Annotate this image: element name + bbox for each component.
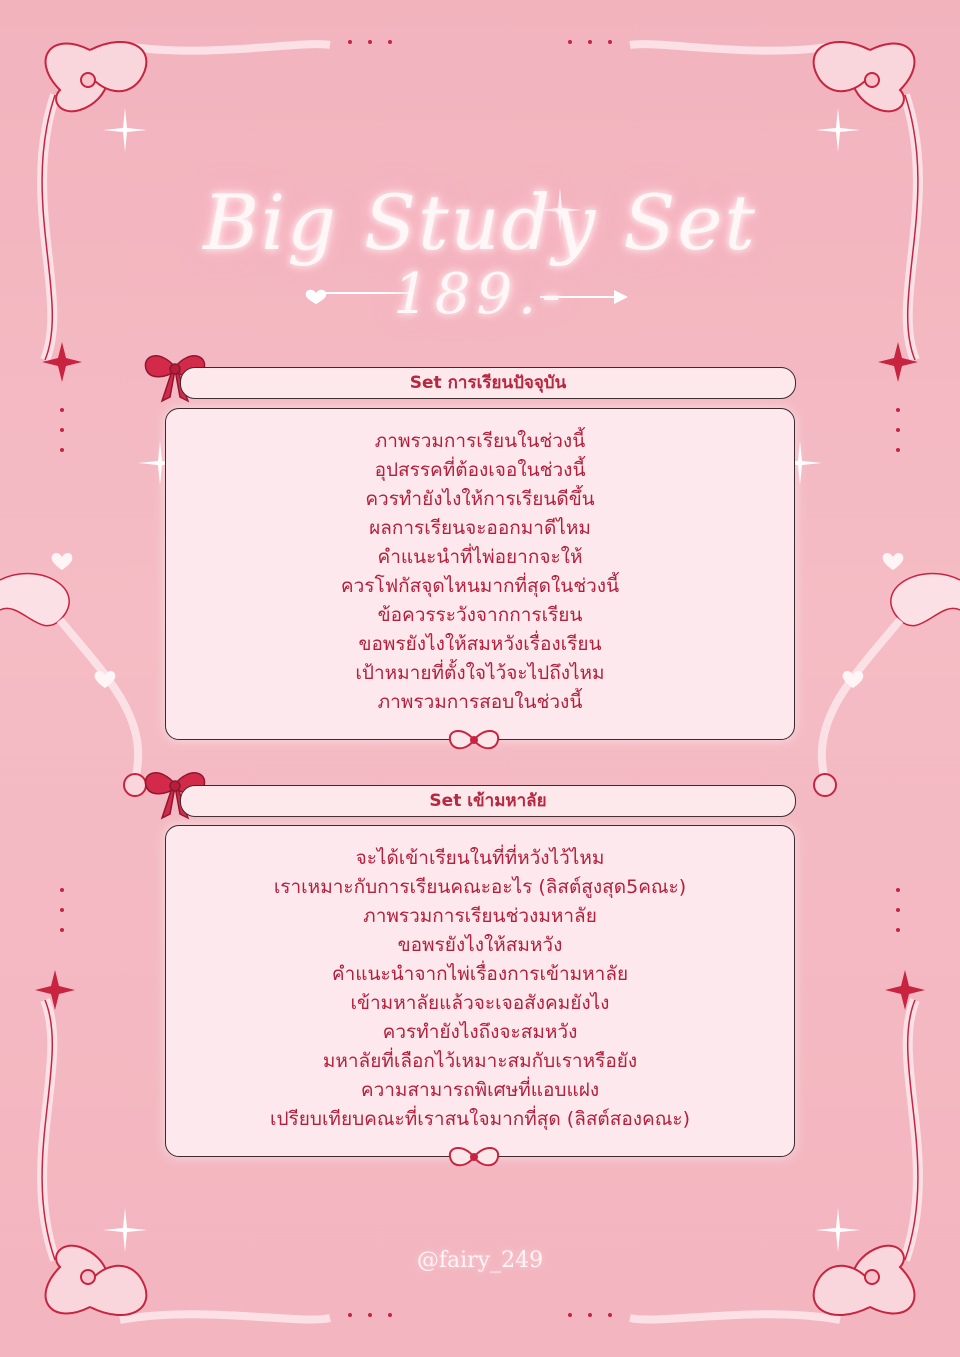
list-item: คำแนะนำจากไพ่เรื่องการเข้ามหาลัย	[331, 963, 629, 985]
list-item: เข้ามหาลัยแล้วจะเจอสังคมยังไง	[350, 992, 610, 1014]
list-item: อุปสรรคที่ต้องเจอในช่วงนี้	[374, 459, 586, 481]
bow-icon	[446, 1142, 502, 1172]
price-label: 189.-	[393, 262, 567, 327]
list-item: ความสามารถพิเศษที่แอบแฝง	[360, 1079, 600, 1101]
bow-icon	[446, 725, 502, 755]
list-item: เราเหมาะกับการเรียนคณะอะไร (ลิสต์สูงสุด5คณะ)	[273, 876, 687, 898]
list-item: ผลการเรียนจะออกมาดีไหม	[369, 517, 591, 539]
list-item: ขอพรยังไงให้สมหวัง	[397, 934, 563, 956]
list-item: จะได้เข้าเรียนในที่ที่หวังไว้ไหม	[355, 847, 605, 869]
list-item: ขอพรยังไงให้สมหวังเรื่องเรียน	[358, 633, 602, 655]
list-item: เป้าหมายที่ตั้งใจไว้จะไปถึงไหม	[355, 662, 605, 684]
list-item: ควรทำยังไงให้การเรียนดีขึ้น	[365, 488, 595, 510]
list-item: เปรียบเทียบคณะที่เราสนใจมากที่สุด (ลิสต์สองคณะ)	[269, 1108, 691, 1130]
list-item: คำแนะนำที่ไพ่อยากจะให้	[377, 546, 583, 568]
list-item: ภาพรวมการสอบในช่วงนี้	[377, 691, 583, 713]
list-item: ภาพรวมการเรียนในช่วงนี้	[374, 430, 586, 452]
section-label-current-study: Set การเรียนปัจจุบัน	[180, 367, 796, 399]
author-handle: @fairy_249	[416, 1248, 544, 1273]
card-university	[165, 825, 795, 1157]
list-item: มหาลัยที่เลือกไว้เหมาะสมกับเราหรือยัง	[322, 1050, 638, 1072]
list-item: ข้อควรระวังจากการเรียน	[377, 604, 583, 626]
list-item: ควรทำยังไงถึงจะสมหวัง	[382, 1021, 578, 1043]
page-title: Big Study Set	[203, 178, 757, 267]
section-label-university: Set เข้ามหาลัย	[180, 785, 796, 817]
list-item: ภาพรวมการเรียนช่วงมหาลัย	[363, 905, 597, 927]
list-item: ควรโฟกัสจุดไหนมากที่สุดในช่วงนี้	[340, 575, 620, 597]
card-current-study	[165, 408, 795, 740]
